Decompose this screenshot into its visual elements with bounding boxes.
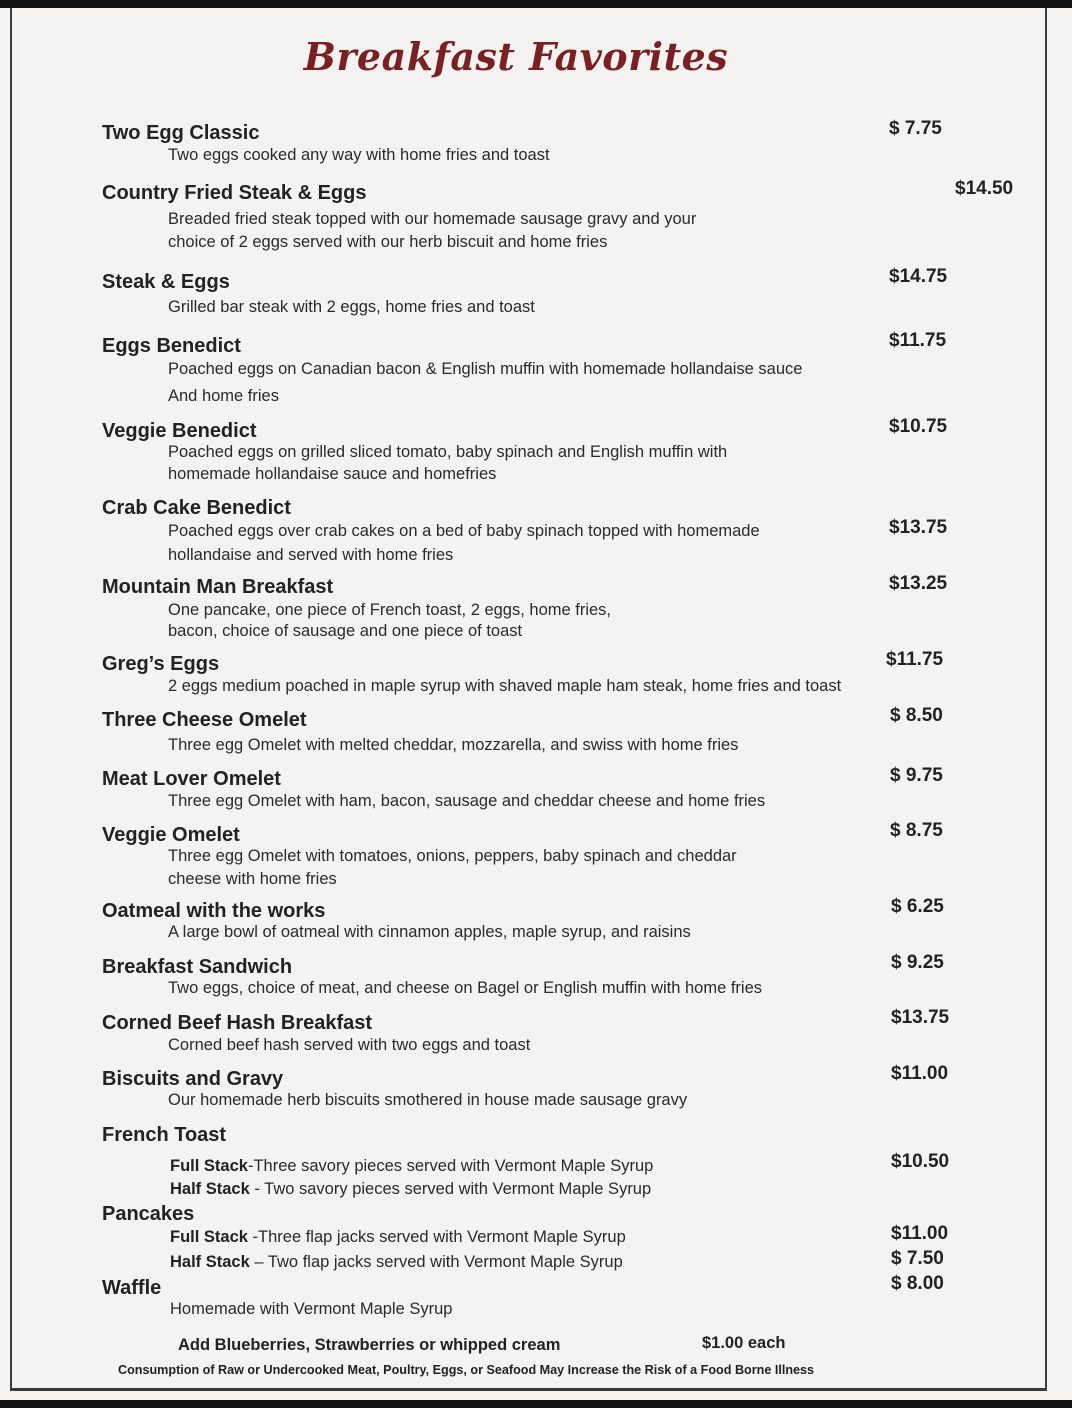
item-price-corned-beef-hash: $13.75: [891, 1007, 950, 1028]
french-toast-half-stack-desc: - Two savory pieces served with Vermont Maple Syrup: [249, 1180, 652, 1198]
item-name-french-toast: French Toast: [102, 1124, 227, 1146]
item-name-steak-eggs: Steak & Eggs: [102, 271, 230, 293]
item-desc-corned-beef-hash: Corned beef hash served with two eggs and toast: [168, 1036, 531, 1054]
item-price-eggs-benedict: $11.75: [889, 330, 947, 351]
bottom-border-rule: [10, 1388, 1047, 1391]
item-name-waffle: Waffle: [102, 1277, 162, 1299]
item-price-two-egg-classic: $ 7.75: [889, 118, 942, 139]
item-price-french-toast: $10.50: [891, 1151, 950, 1172]
left-border-rule: [10, 8, 12, 1390]
menu-title: Breakfast Favorites: [303, 34, 729, 79]
item-price-three-cheese-omelet: $ 8.50: [890, 705, 943, 726]
item-desc-line2-crab-cake-benedict: hollandaise and served with home fries: [168, 546, 454, 564]
item-name-pancakes: Pancakes: [102, 1203, 195, 1225]
item-desc-line1-eggs-benedict: Poached eggs on Canadian bacon & English muffin with homemade hollandaise sauce: [168, 360, 803, 378]
item-name-oatmeal: Oatmeal with the works: [102, 900, 326, 922]
item-name-biscuits-gravy: Biscuits and Gravy: [102, 1068, 284, 1090]
item-desc-line2-mountain-man: bacon, choice of sausage and one piece of toast: [168, 622, 523, 640]
item-price-veggie-benedict: $10.75: [889, 416, 948, 437]
item-name-veggie-omelet: Veggie Omelet: [102, 824, 240, 846]
pancakes-full-stack: [170, 1228, 626, 1247]
pancakes-half-stack-desc: – Two flap jacks served with Vermont Maple Syrup: [249, 1253, 623, 1271]
item-desc-breakfast-sandwich: Two eggs, choice of meat, and cheese on Bagel or English muffin with home fries: [168, 979, 763, 997]
item-price-steak-eggs: $14.75: [889, 266, 948, 287]
item-name-meat-lover-omelet: Meat Lover Omelet: [102, 768, 281, 790]
item-price-oatmeal: $ 6.25: [891, 896, 944, 917]
pancakes-full-price: $11.00: [891, 1223, 949, 1244]
item-price-waffle: $ 8.00: [891, 1273, 944, 1294]
item-desc-line2-veggie-benedict: homemade hollandaise sauce and homefries: [168, 465, 497, 483]
item-desc-gregs-eggs: 2 eggs medium poached in maple syrup with shaved maple ham steak, home fries and toast: [168, 677, 842, 695]
item-name-corned-beef-hash: Corned Beef Hash Breakfast: [102, 1012, 373, 1034]
item-desc-line1-veggie-omelet: Three egg Omelet with tomatoes, onions, peppers, baby spinach and cheddar: [168, 847, 737, 865]
item-price-biscuits-gravy: $11.00: [891, 1063, 949, 1084]
pancakes-half-stack-label: Half Stack: [170, 1253, 250, 1271]
item-price-crab-cake-benedict: $13.75: [889, 517, 948, 538]
item-desc-line2-country-fried-steak: choice of 2 eggs served with our herb biscuit and home fries: [168, 233, 608, 251]
item-desc-oatmeal: A large bowl of oatmeal with cinnamon apples, maple syrup, and raisins: [168, 923, 691, 941]
item-name-mountain-man: Mountain Man Breakfast: [102, 576, 334, 598]
item-desc-biscuits-gravy: Our homemade herb biscuits smothered in house made sausage gravy: [168, 1091, 688, 1109]
right-border-rule: [1045, 8, 1047, 1390]
item-desc-line1-crab-cake-benedict: Poached eggs over crab cakes on a bed of baby spinach topped with homemade: [168, 522, 760, 540]
item-price-gregs-eggs: $11.75: [886, 649, 944, 670]
item-price-mountain-man: $13.25: [889, 573, 948, 594]
item-price-meat-lover-omelet: $ 9.75: [890, 765, 943, 786]
item-price-country-fried-steak: $14.50: [955, 178, 1014, 199]
item-name-three-cheese-omelet: Three Cheese Omelet: [102, 709, 307, 731]
item-name-veggie-benedict: Veggie Benedict: [102, 420, 257, 442]
item-price-veggie-omelet: $ 8.75: [890, 820, 943, 841]
item-desc-three-cheese-omelet: Three egg Omelet with melted cheddar, mozzarella, and swiss with home fries: [168, 736, 739, 754]
french-toast-half-stack: [170, 1180, 651, 1199]
item-desc-line2-eggs-benedict: And home fries: [168, 387, 279, 405]
item-desc-meat-lover-omelet: Three egg Omelet with ham, bacon, sausage and cheddar cheese and home fries: [168, 792, 766, 810]
item-price-breakfast-sandwich: $ 9.25: [891, 952, 944, 973]
pancakes-half-price: $ 7.50: [891, 1248, 944, 1269]
item-desc-steak-eggs: Grilled bar steak with 2 eggs, home fries and toast: [168, 298, 535, 316]
item-name-breakfast-sandwich: Breakfast Sandwich: [102, 956, 293, 978]
food-safety-warning: Consumption of Raw or Undercooked Meat, Poultry, Eggs, or Seafood May Increase the Risk of a Food Borne Illness: [118, 1363, 815, 1377]
item-name-crab-cake-benedict: Crab Cake Benedict: [102, 497, 291, 519]
addon-label: Add Blueberries, Strawberries or whipped cream: [178, 1336, 561, 1354]
pancakes-full-stack-label: Full Stack: [170, 1228, 248, 1246]
item-name-eggs-benedict: Eggs Benedict: [102, 335, 241, 357]
item-desc-two-egg-classic: Two eggs cooked any way with home fries and toast: [168, 146, 550, 164]
french-toast-half-stack-label: Half Stack: [170, 1180, 250, 1198]
french-toast-full-stack-label: Full Stack: [170, 1157, 248, 1175]
item-name-gregs-eggs: Greg’s Eggs: [102, 653, 220, 675]
item-desc-line1-veggie-benedict: Poached eggs on grilled sliced tomato, baby spinach and English muffin with: [168, 443, 728, 461]
menu-sheet: [0, 8, 1072, 1400]
addon-price: $1.00 each: [702, 1334, 786, 1352]
pancakes-half-stack: [170, 1253, 623, 1272]
item-name-country-fried-steak: Country Fried Steak & Eggs: [102, 182, 367, 204]
french-toast-full-stack: [170, 1157, 653, 1176]
item-desc-line1-country-fried-steak: Breaded fried steak topped with our homemade sausage gravy and your: [168, 210, 697, 228]
item-desc-line1-mountain-man: One pancake, one piece of French toast, 2 eggs, home fries,: [168, 601, 612, 619]
pancakes-full-stack-desc: -Three flap jacks served with Vermont Maple Syrup: [247, 1228, 626, 1246]
item-name-two-egg-classic: Two Egg Classic: [102, 122, 260, 144]
item-desc-line2-veggie-omelet: cheese with home fries: [168, 870, 337, 888]
item-desc-waffle: Homemade with Vermont Maple Syrup: [170, 1300, 453, 1318]
french-toast-full-stack-desc: -Three savory pieces served with Vermont Maple Syrup: [247, 1157, 654, 1175]
